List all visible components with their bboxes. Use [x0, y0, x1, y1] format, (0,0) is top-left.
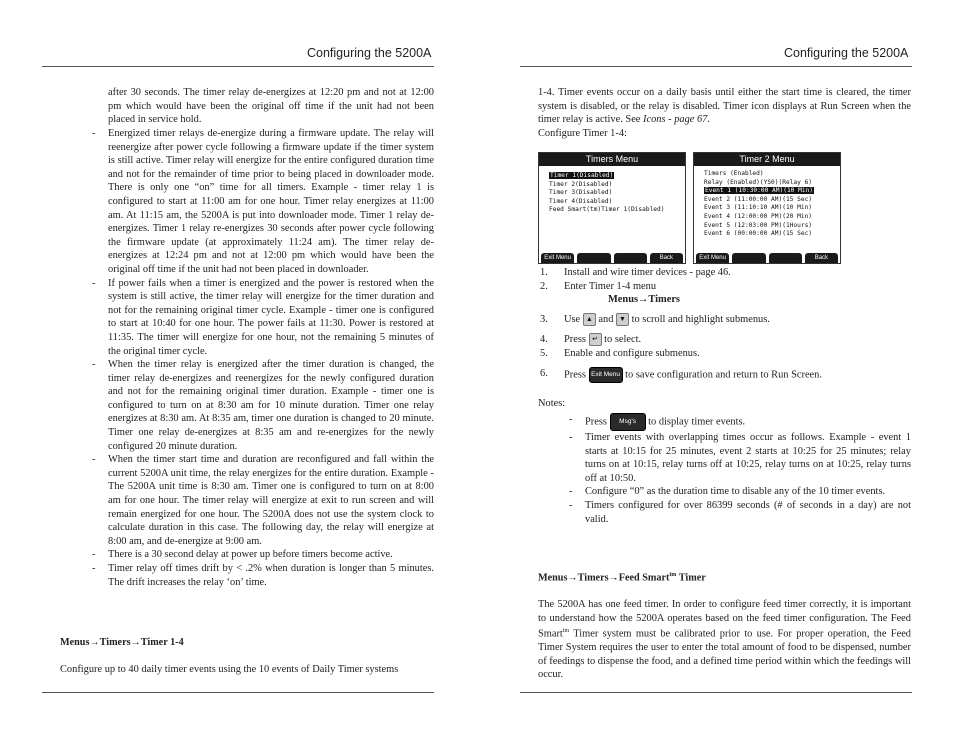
- timer-2-menu-screen: [693, 152, 841, 264]
- notes-list: [569, 413, 911, 526]
- msgs-key-icon: Msg's: [610, 413, 646, 431]
- menu-item-relay[interactable]: Relay (Enabled)(YS0)(Relay 6): [704, 178, 813, 186]
- right-intro: 1-4. Timer events occur on a daily basis until either the start time is cleared, the timer system is disabled, or the relay is disabled. Timer icon displays at Run Screen when the timer relay is active. See Icons - page 67. Configure Timer 1-4:: [538, 87, 911, 139]
- step-4: 4. Press ↵ to select.: [540, 334, 642, 346]
- softkey-3-button[interactable]: [614, 253, 647, 263]
- exit-menu-key-icon: Exit Menu: [589, 367, 623, 383]
- list-item: - Timer events with overlapping times occur as follows. Example - event 1 starts at 10:15 for 25 minutes, event 2 starts at 10:25 for 25 minutes; relay turns on at 10:15, relay turns off at 10:25, relay turns on at 10:25, relay turns off at 10:50.: [569, 432, 911, 484]
- screen-title: Timers Menu: [539, 153, 685, 166]
- menu-item-feed-smart-timer[interactable]: Feed Smart(tm)Timer 1(Disabled): [549, 206, 665, 214]
- list-item: - Timers configured for over 86399 seconds (# of seconds in a day) are not valid.: [569, 499, 911, 525]
- header-rule: [520, 66, 912, 67]
- running-header-right: Configuring the 5200A: [784, 46, 909, 60]
- header-rule: [42, 66, 434, 67]
- softkey-2-button[interactable]: [732, 253, 765, 263]
- screen-title: Timer 2 Menu: [694, 153, 840, 166]
- steps-list: [538, 266, 911, 383]
- menu-item-event-1[interactable]: Event 1 (10:30:00 AM)(10 Min): [705, 187, 814, 195]
- right-page: [477, 0, 954, 738]
- softkey-bar: [694, 250, 840, 263]
- menu-item-event-6[interactable]: Event 6 (00:00:00 AM)(15 Sec): [704, 230, 813, 238]
- step-6: 6. Press Exit Menu to save configuration and return to Run Screen.: [538, 367, 911, 383]
- list-item: - If power fails when a timer is energized and the power is restored when the system is still active, the timer relay will energize for the timer duration and not for the remaining original timer cycle. Example - timer one is configured to start at 10:40 for one hour. The power fails at 11:30. Power is restored at 11:35. The timer will energize for one hour, not the remaining 5 minutes of the original timer cycle.: [92, 277, 434, 357]
- step-5: 5. Enable and configure submenus.: [540, 347, 700, 359]
- menu-path-timer-1-4: Menus→Timers→Timer 1-4: [60, 637, 184, 648]
- exit-menu-button[interactable]: Exit Menu: [541, 253, 574, 263]
- icons-page-reference: Icons - page 67: [643, 114, 708, 126]
- exit-menu-button[interactable]: Exit Menu: [696, 253, 729, 263]
- step-2: 2. Enter Timer 1-4 menu: [540, 280, 657, 292]
- step-3: 3. Use ▲ and ▼ to scroll and highlight submenus.: [540, 313, 770, 325]
- timers-menu-screen: [538, 152, 686, 264]
- list-item: - When the timer relay is energized after the timer duration is changed, the timer relay de-energizes and reenergizes for the newly configured duration and not for the remaining original timer duration. Example - timer one is configured to turn on at 8:30 am for 10 minute duration. Timer one relay energizes at 8:30 am. At 8:35 am, timer one duration is changed to 20 minute. Timer one relay de-energizes at 8:35 am and re-energizes for the newly configured 20 minute duration.: [92, 359, 434, 452]
- menu-item-timer-2[interactable]: Timer 2(Disabled): [549, 180, 613, 188]
- menu-item-timer-4[interactable]: Timer 4(Disabled): [549, 197, 613, 205]
- list-item: - When the timer start time and duration are reconfigured and fall within the current 5200A unit time, the relay energizes for the entire duration. Example - The 5200A unit time is 8:30 am. Timer one is configured to turn on at 8:00 am for one hour. The timer relay will energize at exit to run screen and will remain energized for one hour. The 5200A does not use the system clock to calculate duration in this case. The following day, the relay will energize at 8:00 am, and de-energize at 9:00 am.: [92, 454, 434, 547]
- menu-item-event-3[interactable]: Event 3 (11:10:10 AM)(10 Min): [704, 204, 813, 212]
- list-item: - Configure “0” as the duration time to disable any of the 10 timer events.: [569, 486, 886, 498]
- left-closing-text: Configure up to 40 daily timer events using the 10 events of Daily Timer systems: [60, 664, 399, 675]
- footer-rule: [520, 692, 912, 693]
- menu-item-event-2[interactable]: Event 2 (11:00:00 AM)(15 Sec): [704, 195, 813, 203]
- notes-title: Notes:: [538, 398, 566, 409]
- up-arrow-icon: ▲: [583, 313, 596, 326]
- menu-path-feed-smart: Menus→Timers→Feed Smart$^{tm}$ Timer: [538, 572, 706, 584]
- left-bullet-list: [92, 127, 434, 589]
- list-item: - Timer relay off times drift by < .2% when duration is longer than 5 minutes. The drift increases the relay ‘on’ time.: [92, 563, 434, 588]
- list-item: - Energized timer relays de-energize during a firmware update. The relay will reenergize after power cycle following a firmware update if the timer system is still active. Timer relay will energize for the entire configured duration time and not for the remainder of time prior to being placed in downloader mode. There is only one “on” time for all timers. Example - timer relay 1 is configured to start at 11:00 am for one hour. Timer relay energizes at 11:00 am. At 11:15 am, the 5200A is put into downloader mode. Timer 1 relay de-energizes. Timer 1 relay re-energizes 30 seconds after power cycle following the firmware update (at approximately 11:24 am). The timer relay de-energizes at 12:24 pm and not at 12:00 pm which would have been the original off time if the unit had not been placed in downloader.: [92, 128, 434, 275]
- list-item: - There is a 30 second delay at power up before timers become active.: [92, 549, 393, 561]
- enter-key-icon: ↵: [589, 333, 602, 346]
- configure-line: Configure Timer 1-4:: [538, 127, 627, 139]
- step-1: 1. Install and wire timer devices - page 46.: [540, 267, 731, 278]
- intro-paragraph: after 30 seconds. The timer relay de-energizes at 12:20 pm and not at 12:00 pm which would have been the original off time if the unit had not been placed in service hold.: [108, 87, 434, 126]
- menu-item-event-5[interactable]: Event 5 (12:03:00 PM)(1Hours): [704, 221, 813, 229]
- menu-item-event-4[interactable]: Event 4 (12:00:00 PM)(20 Min): [704, 212, 813, 220]
- right-closing-text: The 5200A has one feed timer. In order to configure feed timer correctly, it is important to understand how the 5200A operates based on the feed timer configuration. The Feed Smart$^{tm}$ Timer system must be calibrated prior to use. For proper operation, the Feed Timer System requires the user to enter the total amount of food to be dispensed, number of feedings to dispense the food, and a defined time period within which the feedings will occur.: [538, 599, 911, 681]
- running-header-left: Configuring the 5200A: [307, 46, 432, 60]
- down-arrow-icon: ▼: [616, 313, 629, 326]
- menu-item-timers-enabled[interactable]: Timers (Enabled): [704, 170, 764, 177]
- list-item: - Press Msg's to display timer events.: [569, 413, 911, 431]
- softkey-3-button[interactable]: [769, 253, 802, 263]
- step-2-menu-path: Menus→Timers: [608, 294, 680, 306]
- softkey-2-button[interactable]: [577, 253, 610, 263]
- menu-item-timer-3[interactable]: Timer 3(Disabled): [549, 189, 613, 197]
- left-intro: [108, 86, 434, 127]
- back-button[interactable]: Back: [805, 253, 838, 263]
- menu-item-timer-1[interactable]: Timer 1(Disabled): [550, 172, 614, 179]
- softkey-bar: [539, 250, 685, 263]
- footer-rule: [42, 692, 434, 693]
- back-button[interactable]: Back: [650, 253, 683, 263]
